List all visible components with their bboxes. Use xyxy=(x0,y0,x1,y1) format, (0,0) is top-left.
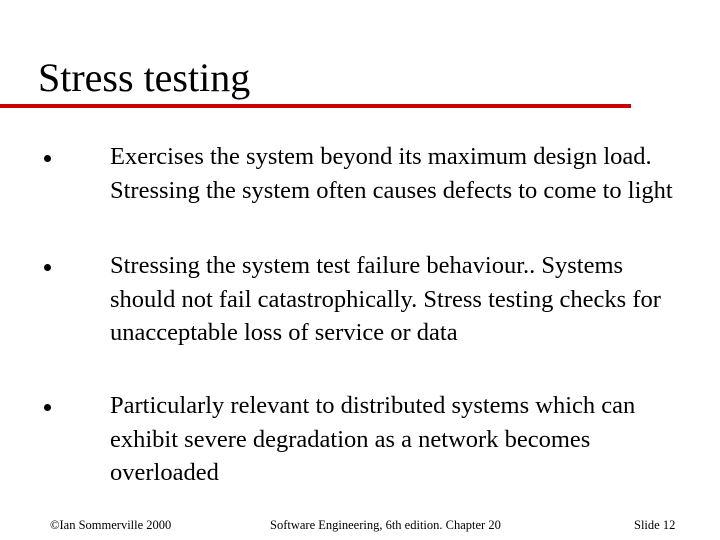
bullet-text: Exercises the system beyond its maximum design load. Stressing the system often causes defects to come to light xyxy=(110,143,673,204)
bullet-text: Stressing the system test failure behaviour.. Systems should not fail catastrophically. Stress testing checks for unacceptable loss of service or data xyxy=(110,252,661,346)
bullet-text: Particularly relevant to distributed systems which can exhibit severe degradation as a network becomes overloaded xyxy=(110,392,636,486)
slide-title: Stress testing xyxy=(38,55,251,100)
footer-book-title: Software Engineering, 6th edition. Chapter 20 xyxy=(270,518,501,532)
bullet-dot-icon xyxy=(44,404,51,411)
footer-copyright: ©Ian Sommerville 2000 xyxy=(50,518,172,532)
bullet-dot-icon xyxy=(44,264,51,271)
bullet-dot-icon xyxy=(44,155,51,162)
footer-slide-number: Slide 12 xyxy=(634,518,676,532)
title-underline xyxy=(0,104,631,108)
